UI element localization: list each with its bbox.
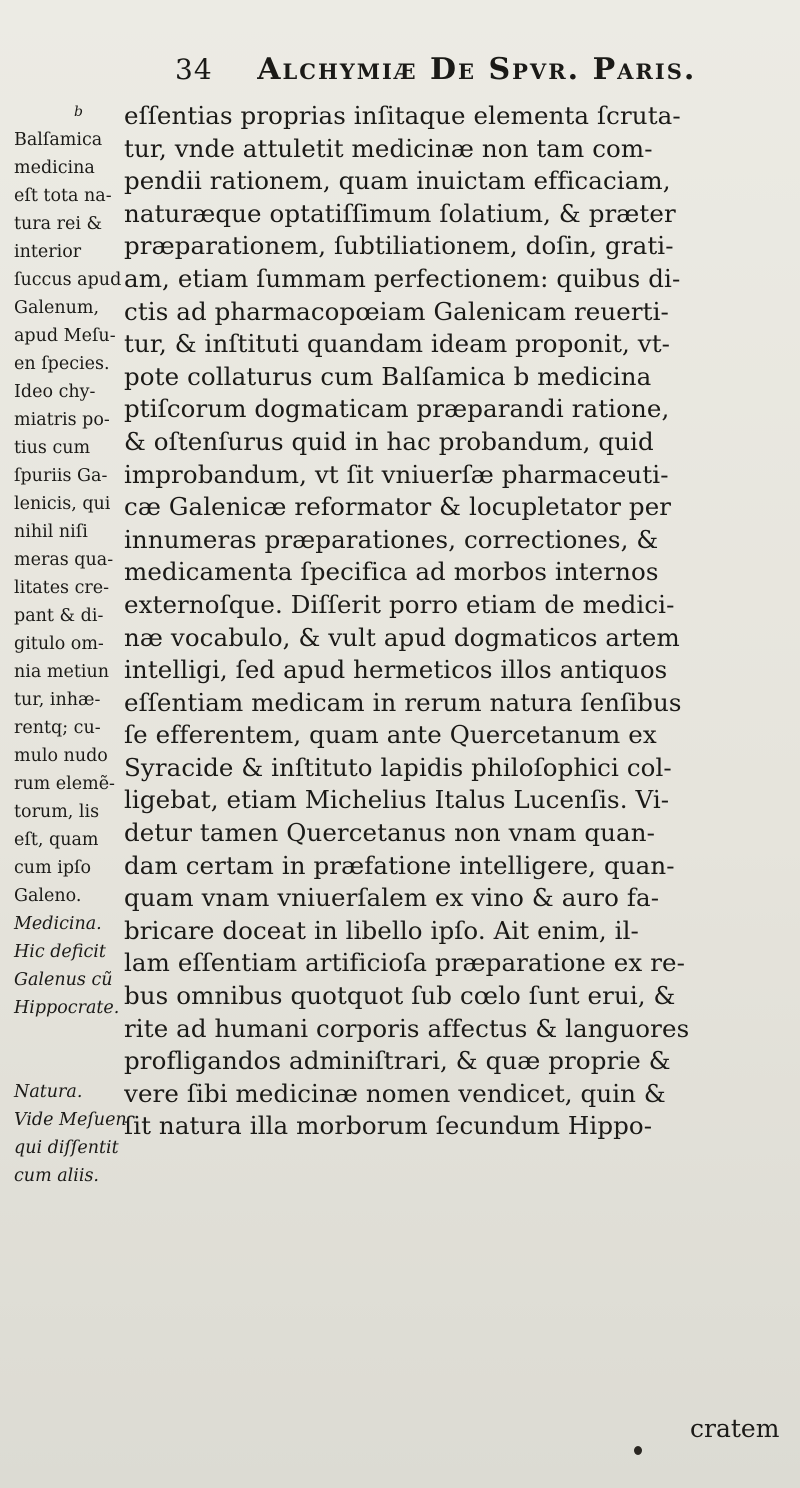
text-line: ligebat, etiam Michelius Italus Lucenſis. Vi- [124,785,670,815]
text-line: tur, vnde attuletit medicinæ non tam com- [124,133,653,163]
text-line: pendii rationem, quam inuictam efficaciam, [124,166,671,196]
margin-note-line [14,1022,114,1050]
margin-note-line: Natura. [14,1082,83,1102]
margin-note-line: litates cre- [14,578,110,598]
margin-note-line: nihil niſi [14,522,88,542]
marginal-notes [14,98,127,1190]
margin-note-line: b [74,104,83,120]
margin-note-line: cum aliis. [14,1166,99,1186]
margin-note-line: apud Meſu- [14,326,116,346]
margin-note-line: ſpuriis Ga- [14,466,108,486]
margin-note-line: pant & di- [14,606,104,626]
margin-note-line: Hippocrate. [14,998,120,1018]
text-line: cæ Galenicæ reformator & locupletator per [124,492,672,522]
text-line: ptiſcorum dogmaticam præparandi ratione, [124,394,670,424]
text-line: & oſtenſurus quid in hac probandum, quid [124,426,654,456]
text-line: ſe efferentem, quam ante Quercetanum ex [124,720,657,750]
running-title: Alchymiæ De Spvr. Paris. [257,52,697,87]
text-line: lam eſſentiam artificioſa præparatione ex re- [124,948,685,978]
margin-note-line: Hic deficit [14,942,106,962]
margin-note-line: gitulo om- [14,634,104,654]
text-line: detur tamen Quercetanus non vnam quan- [124,818,655,848]
margin-note-line: Vide Meſuen [14,1110,127,1130]
text-line: am, etiam ſummam perfectionem: quibus di- [124,263,681,293]
margin-note-line [14,1050,114,1078]
margin-note-line: rum elemẽ- [14,774,115,794]
text-line: ctis ad pharmacopœiam Galenicam reuerti- [124,296,669,326]
margin-note-line: nia metiun [14,662,109,682]
margin-note-line: Ideo chy- [14,382,96,402]
text-line: rite ad humani corporis affectus & languores [124,1013,690,1043]
text-line: eſſentias proprias inſitaque elementa ſcruta- [124,101,681,130]
text-line: medicamenta ſpecifica ad morbos internos [124,557,659,587]
margin-note-line: interior [14,242,82,262]
text-line: ſit natura illa morborum ſecundum Hippo- [124,1111,653,1141]
text-line: profligandos adminiſtrari, & quæ proprie & [124,1046,671,1076]
margin-note-line: miatris po- [14,410,110,430]
margin-note-line: Medicina. [14,914,102,934]
text-line: innumeras præparationes, correctiones, & [124,524,659,554]
text-line: intelligi, ſed apud hermeticos illos antiquos [124,655,668,685]
margin-note-line: cum ipſo [14,858,92,878]
text-line: præparationem, ſubtiliationem, doſin, grati- [124,231,674,261]
text-line: næ vocabulo, & vult apud dogmaticos artem [124,622,680,652]
text-line: naturæque optatiſſimum ſolatium, & præter [124,198,676,228]
margin-note-line: Galenum, [14,298,100,318]
text-line: Syracide & inſtituto lapidis philoſophici col- [124,752,672,782]
main-text-block [124,100,796,1143]
margin-note-line: meras qua- [14,550,114,570]
text-line: tur, & inſtituti quandam ideam proponit, vt- [124,329,671,359]
page-number: 34 [175,53,213,86]
text-line: dam certam in præfatione intelligere, quan- [124,850,675,880]
ink-blot [634,1446,642,1455]
margin-note-line: tura rei & [14,214,103,234]
running-head [175,52,775,92]
margin-note-line: medicina [14,158,95,178]
margin-note-line: Galenus cũ [14,970,113,990]
text-line: quam vnam vniuerſalem ex vino & auro fa- [124,883,660,913]
text-line: pote collaturus cum Balſamica b medicina [124,361,652,391]
margin-note-line: rentq; cu- [14,718,101,738]
text-line: vere ſibi medicinæ nomen vendicet, quin & [124,1078,666,1108]
text-line: bus omnibus quotquot ſub cœlo ſunt erui, & [124,981,676,1011]
margin-note-line: eſt tota na- [14,186,112,206]
text-line: improbandum, vt ſit vniuerſæ pharmaceuti- [124,459,669,489]
margin-note-line: qui diſſentit [14,1138,119,1158]
text-line: externoſque. Diſſerit porro etiam de medici- [124,589,675,619]
margin-note-line: torum, lis [14,802,100,822]
margin-note-line: tur, inhæ- [14,690,101,710]
margin-note-line: mulo nudo [14,746,108,766]
margin-note-line: Galeno. [14,886,82,906]
margin-note-line: Balſamica [14,130,103,150]
margin-note-line: en ſpecies. [14,354,110,374]
margin-note-line: ſuccus apud [14,270,122,290]
text-line: bricare doceat in libello ipſo. Ait enim, il- [124,915,639,945]
margin-note-line: eſt, quam [14,830,99,850]
margin-note-line: lenicis, qui [14,494,111,514]
catchword: cratem [690,1414,780,1443]
text-line: eſſentiam medicam in rerum natura ſenſibus [124,687,682,717]
margin-note-line: tius cum [14,438,91,458]
